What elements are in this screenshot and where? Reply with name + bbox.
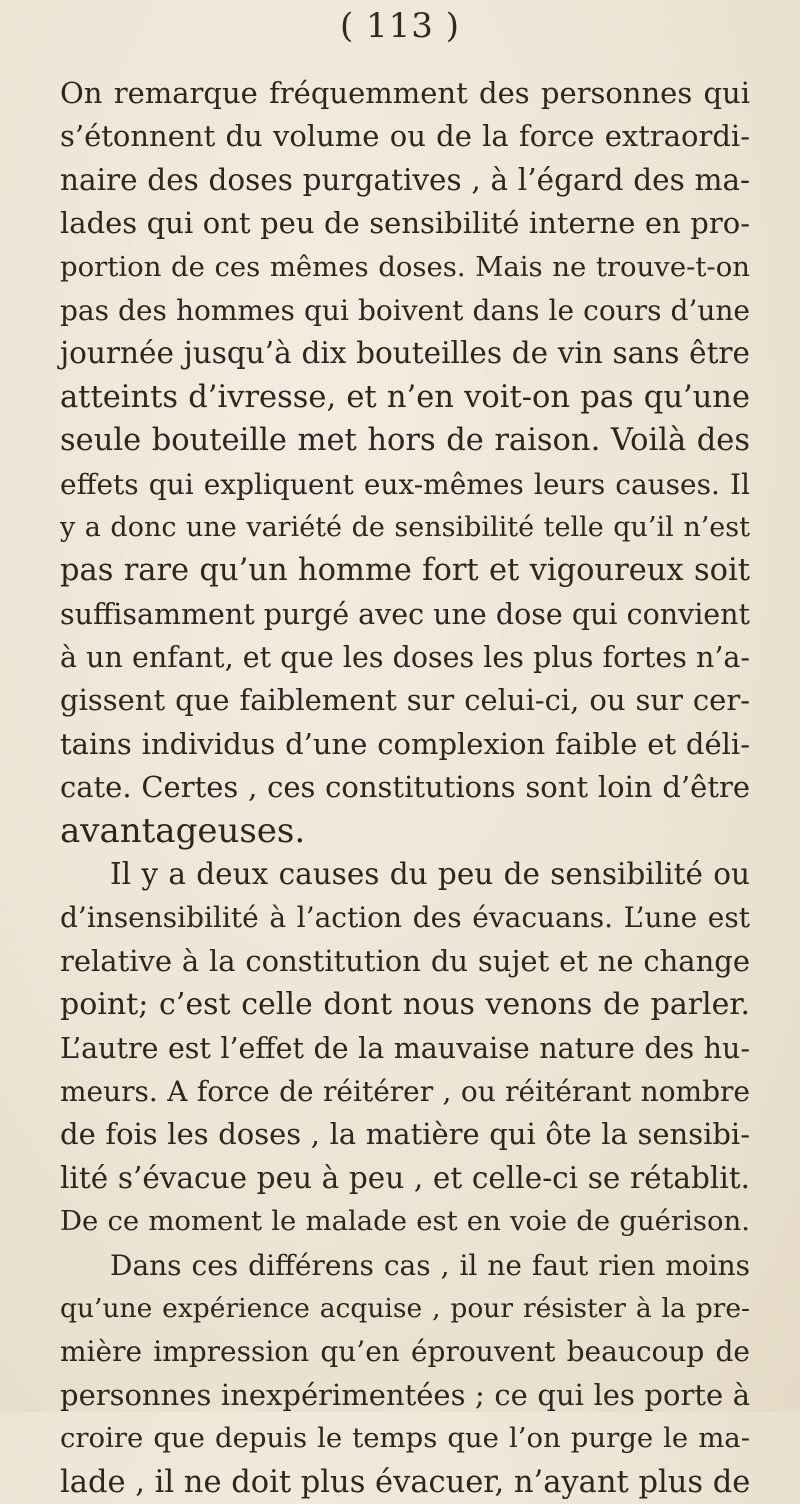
text-line: de fois les doses , la matière qui ôte la sensibi- (60, 1117, 750, 1152)
text-line: lade , il ne doit plus évacuer, n’ayant plus de (60, 1464, 751, 1500)
text-line: De ce moment le malade est en voie de guérison. (60, 1205, 750, 1238)
page-number: ( 113 ) (339, 6, 461, 46)
text-line: à un enfant, et que les doses les plus fortes n’a- (60, 641, 750, 675)
text-line: qu’une expérience acquise , pour résister à la pre- (60, 1292, 750, 1324)
text-line: personnes inexpérimentées ; ce qui les porte à (60, 1377, 750, 1412)
text-line: suffisamment purgé avec une dose qui convient (60, 597, 750, 631)
text-line: lité s’évacue peu à peu , et celle-ci se rétablit. (60, 1160, 750, 1195)
text-line: meurs. A force de réitérer , ou réitérant nombre (60, 1074, 750, 1108)
text-line: relative à la constitution du sujet et ne change (60, 943, 750, 978)
text-line: avantageuses. (60, 810, 306, 851)
text-line: cate. Certes , ces constitutions sont loin d’être (60, 770, 750, 805)
text-line: pas des hommes qui boivent dans le cours d’une (60, 293, 750, 327)
text-line: seule bouteille met hors de raison. Voilà des (60, 423, 750, 459)
text-line: croire que depuis le temps que l’on purge le ma- (60, 1422, 750, 1455)
text-line: s’étonnent du volume ou de la force extraordi- (60, 119, 750, 154)
text-line: naire des doses purgatives , à l’égard des ma- (60, 162, 750, 197)
text-line: lades qui ont peu de sensibilité interne en pro- (60, 206, 750, 241)
text-line: journée jusqu’à dix bouteilles de vin sans être (60, 336, 750, 371)
body-text (60, 72, 750, 1504)
text-line: y a donc une variété de sensibilité telle qu’il n’est (60, 511, 750, 543)
text-line: d’insensibilité à l’action des évacuans. L’une est (60, 901, 750, 935)
text-line: effets qui expliquent eux-mêmes leurs causes. Il (60, 467, 750, 501)
text-line: pas rare qu’un homme fort et vigoureux soit (60, 553, 750, 589)
text-line: gissent que faiblement sur celui-ci, ou sur cer- (60, 683, 750, 718)
text-line: Dans ces différens cas , il ne faut rien moins (110, 1248, 750, 1282)
text-line: mière impression qu’en éprouvent beaucoup de (60, 1335, 750, 1369)
text-line: atteints d’ivresse, et n’en voit-on pas qu’une (60, 379, 750, 415)
text-line: Il y a deux causes du peu de sensibilité ou (110, 857, 750, 892)
text-line: tains individus d’une complexion faible et déli- (60, 726, 750, 761)
text-line: portion de ces mêmes doses. Mais ne trouve-t-on (60, 250, 750, 283)
text-line: On remarque fréquemment des personnes qui (60, 76, 750, 110)
text-line: L’autre est l’effet de la mauvaise nature des hu- (60, 1031, 750, 1065)
text-line: point; c’est celle dont nous venons de parler. (60, 987, 750, 1023)
